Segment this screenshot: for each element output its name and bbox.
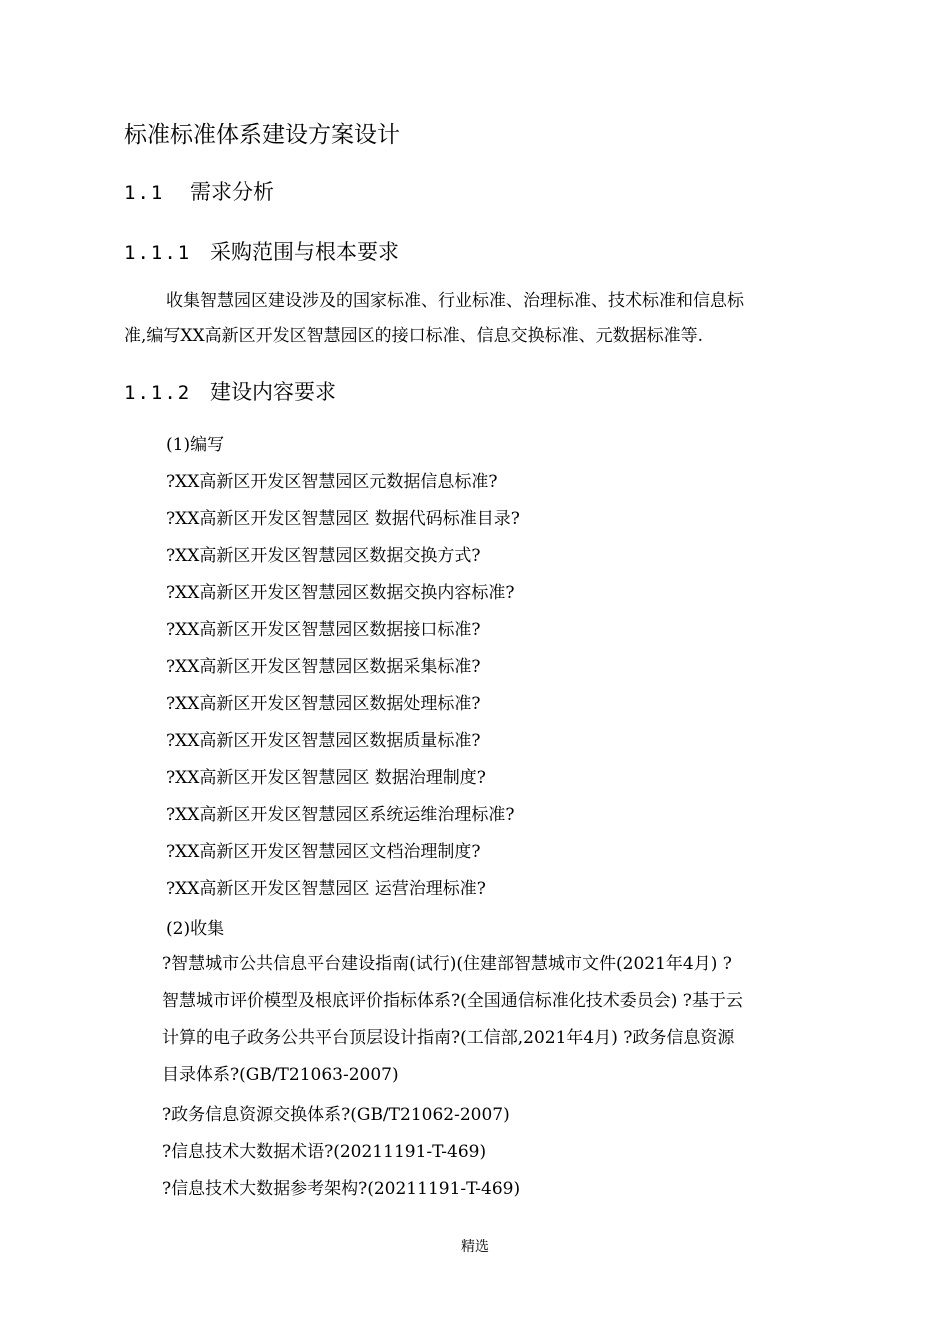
write-list-item: ?XX高新区开发区智慧园区数据接口标准?: [166, 620, 481, 640]
write-list-item: ?XX高新区开发区智慧园区数据采集标准?: [166, 657, 481, 677]
section-title: 需求分析: [190, 180, 274, 204]
write-list-item: ?XX高新区开发区智慧园区 数据代码标准目录?: [166, 509, 520, 529]
section-heading-1-1-1: [124, 236, 399, 266]
write-list-item: ?XX高新区开发区智慧园区系统运维治理标准?: [166, 805, 515, 825]
section-number: 1.1: [124, 182, 165, 204]
write-list-item: ?XX高新区开发区智慧园区数据处理标准?: [166, 694, 481, 714]
page-footer: 精选: [461, 1239, 489, 1255]
section-heading-1-1-2: [124, 376, 336, 406]
section-heading-1-1: [124, 176, 274, 206]
document-title: 标准标准体系建设方案设计: [124, 122, 400, 148]
write-list-item: ?XX高新区开发区智慧园区文档治理制度?: [166, 842, 481, 862]
write-list-item: ?XX高新区开发区智慧园区数据交换内容标准?: [166, 583, 515, 603]
collect-item: ?政务信息资源交换体系?(GB/T21062-2007): [162, 1105, 510, 1125]
write-list-item: ?XX高新区开发区智慧园区元数据信息标准?: [166, 472, 498, 492]
write-heading: (1)编写: [166, 435, 225, 455]
collect-heading: (2)收集: [166, 919, 225, 939]
write-list-item: ?XX高新区开发区智慧园区数据交换方式?: [166, 546, 481, 566]
write-list-item: ?XX高新区开发区智慧园区 运营治理标准?: [166, 879, 486, 899]
collect-paragraph: [124, 946, 824, 1094]
paragraph-line: 目录体系?(GB/T21063-2007): [162, 1065, 399, 1085]
section-title: 建设内容要求: [210, 380, 336, 404]
write-list-item: ?XX高新区开发区智慧园区数据质量标准?: [166, 731, 481, 751]
section-paragraph: [124, 284, 824, 354]
paragraph-line: 准,编写XX高新区开发区智慧园区的接口标准、信息交换标准、元数据标准等.: [124, 326, 704, 346]
collect-item: ?信息技术大数据术语?(20211191-T-469): [162, 1142, 487, 1162]
section-number: 1.1.1: [124, 242, 192, 264]
paragraph-line: ?智慧城市公共信息平台建设指南(试行)(住建部智慧城市文件(2021年4月) ?: [162, 954, 732, 974]
paragraph-line: 智慧城市评价模型及根底评价指标体系?(全国通信标准化技术委员会) ?基于云: [162, 991, 743, 1011]
paragraph-line: 计算的电子政务公共平台顶层设计指南?(工信部,2021年4月) ?政务信息资源: [162, 1028, 735, 1048]
write-list-item: ?XX高新区开发区智慧园区 数据治理制度?: [166, 768, 486, 788]
collect-item: ?信息技术大数据参考架构?(20211191-T-469): [162, 1179, 521, 1199]
section-number: 1.1.2: [124, 382, 192, 404]
paragraph-line: 收集智慧园区建设涉及的国家标准、行业标准、治理标准、技术标准和信息标: [166, 291, 744, 311]
section-title: 采购范围与根本要求: [210, 240, 399, 264]
